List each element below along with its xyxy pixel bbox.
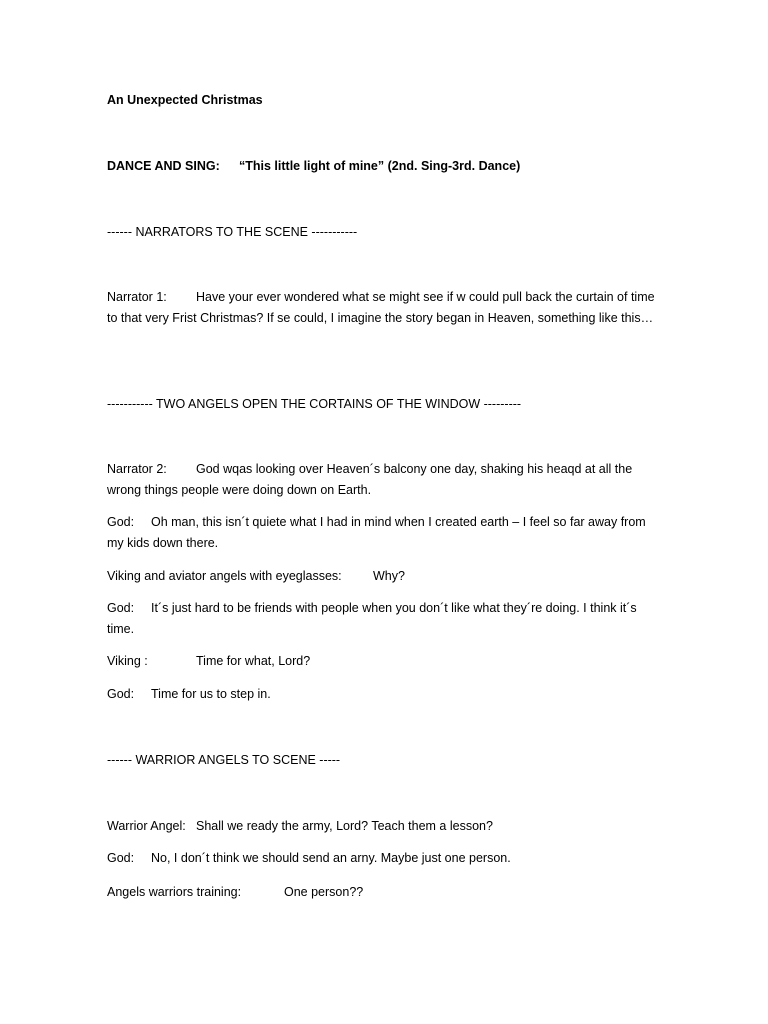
speaker-narrator-2: Narrator 2: (107, 462, 167, 476)
god-line-2 (107, 598, 658, 640)
viking-aviator-line (107, 566, 658, 587)
speaker-god: God: (107, 687, 135, 701)
speaker-god: God: (107, 601, 135, 615)
god-line-4-text: No, I don´t think we should send an arny. Maybe just one person. (151, 851, 511, 865)
speaker-warrior-angel: Warrior Angel: (107, 819, 186, 833)
stage-cue-narrators: ------ NARRATORS TO THE SCENE ----------- (107, 225, 358, 239)
speaker-viking: Viking : (107, 654, 148, 668)
speaker-angels-training: Angels warriors training: (107, 885, 242, 899)
dance-text: “This little light of mine” (2nd. Sing-3rd. Dance) (239, 159, 521, 173)
god-line-1-text: Oh man, this isn´t quiete what I had in mind when I created earth – I feel so far away from my kids down there. (107, 515, 646, 550)
speaker-god: God: (107, 851, 135, 865)
warrior-angel-text: Shall we ready the army, Lord? Teach them a lesson? (196, 819, 493, 833)
viking-aviator-text: Why? (373, 569, 405, 583)
narrator-1-line (107, 287, 658, 329)
god-line-2-text: It´s just hard to be friends with people when you don´t like what they´re doing. I think it´s time. (107, 601, 637, 636)
dance-and-sing-line (107, 156, 658, 177)
stage-cue-warrior-angels: ------ WARRIOR ANGELS TO SCENE ----- (107, 753, 341, 767)
dance-label: DANCE AND SING: (107, 159, 220, 173)
god-line-1 (107, 512, 658, 554)
god-line-3-text: Time for us to step in. (151, 687, 271, 701)
viking-line (107, 651, 658, 672)
narrator-1-text: Have your ever wondered what se might see if w could pull back the curtain of time to that very Frist Christmas? If se could, I imagine the story began in Heaven, something like this… (107, 290, 655, 325)
angels-training-text: One person?? (284, 885, 364, 899)
warrior-angel-line (107, 816, 658, 837)
narrator-2-text: God wqas looking over Heaven´s balcony one day, shaking his heaqd at all the wrong things people were doing down on Earth. (107, 462, 633, 497)
document-title: An Unexpected Christmas (107, 93, 263, 107)
god-line-4 (107, 848, 658, 869)
viking-text: Time for what, Lord? (196, 654, 311, 668)
stage-cue-angels-window: ----------- TWO ANGELS OPEN THE CORTAINS OF THE WINDOW --------- (107, 397, 522, 411)
speaker-narrator-1: Narrator 1: (107, 290, 167, 304)
god-line-3 (107, 684, 658, 705)
speaker-viking-aviator: Viking and aviator angels with eyeglasses: (107, 569, 342, 583)
speaker-god: God: (107, 515, 135, 529)
angels-training-line (107, 882, 658, 903)
narrator-2-line (107, 459, 658, 501)
